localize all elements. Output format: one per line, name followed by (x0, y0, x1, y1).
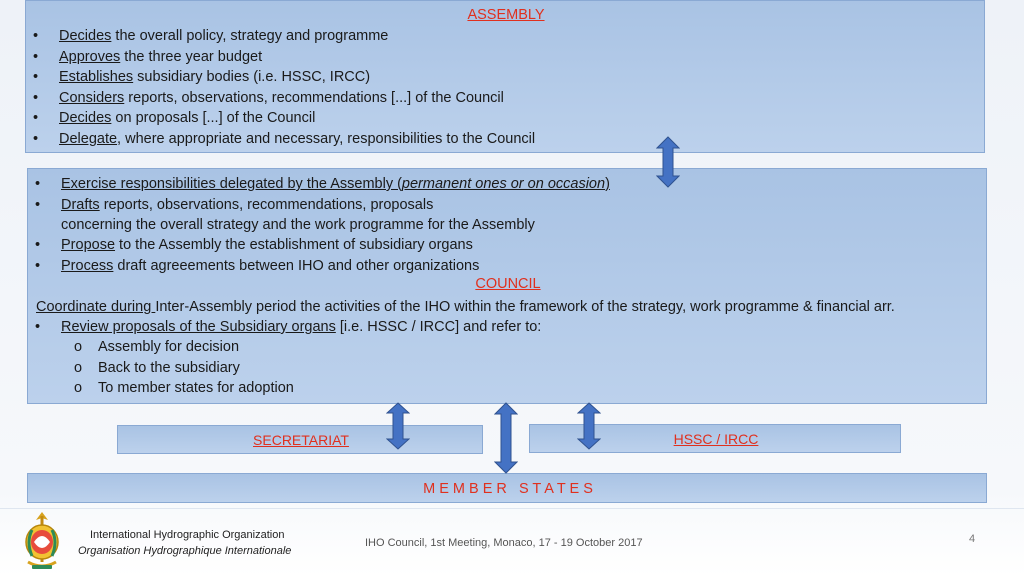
council-sub-list (98, 337, 294, 399)
iho-logo-icon (18, 510, 66, 574)
assembly-box (25, 0, 985, 153)
footer-org-fr: Organisation Hydrographique Internationale (78, 545, 292, 557)
assembly-item (59, 67, 535, 88)
council-item-close: ) (605, 176, 610, 192)
coordinate-lead: Coordinate during (36, 299, 156, 315)
assembly-item (59, 129, 535, 150)
page-number: 4 (969, 533, 976, 545)
assembly-item (59, 108, 535, 129)
council-review-item (61, 317, 541, 338)
sub-item: o Back to the subsidiary (98, 358, 294, 379)
coordinate-text: Inter-Assembly period the activities of the IHO within the framework of the strategy, work programme & financial arr. (155, 299, 895, 315)
council-item-text: draft agreeements between IHO and other organizations (113, 257, 480, 274)
assembly-item (59, 88, 535, 109)
member-states-box (27, 473, 987, 503)
assembly-item-verb: Decides (59, 110, 112, 126)
council-item-verb: Process (61, 257, 114, 274)
sub-item: o Assembly for decision (98, 337, 294, 358)
assembly-item-text: subsidiary bodies (i.e. HSSC, IRCC) (133, 69, 371, 85)
council-item-verb: Propose (61, 237, 116, 253)
assembly-item-verb: Decides (59, 28, 112, 44)
council-item-verb: Drafts (61, 196, 100, 213)
assembly-item-verb: Approves (59, 48, 121, 65)
double-arrow-icon (656, 136, 680, 188)
council-coordinate (36, 297, 895, 318)
review-lead: Review proposals of the Subsidiary organs (61, 319, 336, 335)
assembly-item-text: the overall policy, strategy and programme (111, 28, 389, 44)
council-item (61, 195, 610, 216)
secretariat-label: SECRETARIAT (253, 432, 349, 448)
double-arrow-icon (386, 402, 410, 450)
council-review-list (61, 317, 541, 338)
council-item-italic: permanent ones or on occasion (401, 176, 606, 192)
council-title: COUNCIL (475, 276, 541, 292)
member-states-label: M E M B E R S T A T E S (423, 481, 593, 497)
assembly-item-verb: Establishes (59, 69, 134, 85)
double-arrow-icon (577, 402, 601, 450)
council-item (61, 235, 479, 256)
council-item-text: Exercise responsibilities delegated by the Assembly ( (61, 176, 402, 192)
council-item (61, 174, 610, 195)
assembly-item-text: on proposals [...] of the Council (111, 110, 316, 126)
council-item-continuation: concerning the overall strategy and the work programme for the Assembly (61, 217, 535, 233)
footer-divider (0, 508, 1024, 509)
assembly-item-text: the three year budget (120, 48, 263, 65)
footer-org-en: International Hydrographic Organization (90, 529, 285, 541)
council-box (27, 168, 987, 404)
assembly-item (59, 47, 535, 68)
assembly-item-text: , where appropriate and necessary, responsibilities to the Council (117, 130, 536, 147)
council-item (61, 256, 479, 277)
hssc-ircc-label: HSSC / IRCC (673, 431, 759, 447)
council-item-text: to the Assembly the establishment of subsidiary organs (115, 237, 473, 253)
review-text: [i.e. HSSC / IRCC] and refer to: (335, 319, 542, 335)
council-item-text: reports, observations, recommendations, proposals (99, 196, 434, 213)
council-list-2 (61, 235, 479, 276)
footer-meeting: IHO Council, 1st Meeting, Monaco, 17 - 19 October 2017 (365, 537, 643, 549)
assembly-title: ASSEMBLY (467, 7, 545, 23)
assembly-list (59, 26, 535, 149)
double-arrow-icon (494, 402, 518, 474)
secretariat-box (117, 425, 483, 454)
assembly-item-text: reports, observations, recommendations [...] of the Council (124, 89, 504, 106)
assembly-item-verb: Delegate (59, 130, 118, 147)
assembly-item-verb: Considers (59, 89, 125, 106)
assembly-item (59, 26, 535, 47)
sub-item: o To member states for adoption (98, 378, 294, 399)
council-list (61, 174, 610, 215)
